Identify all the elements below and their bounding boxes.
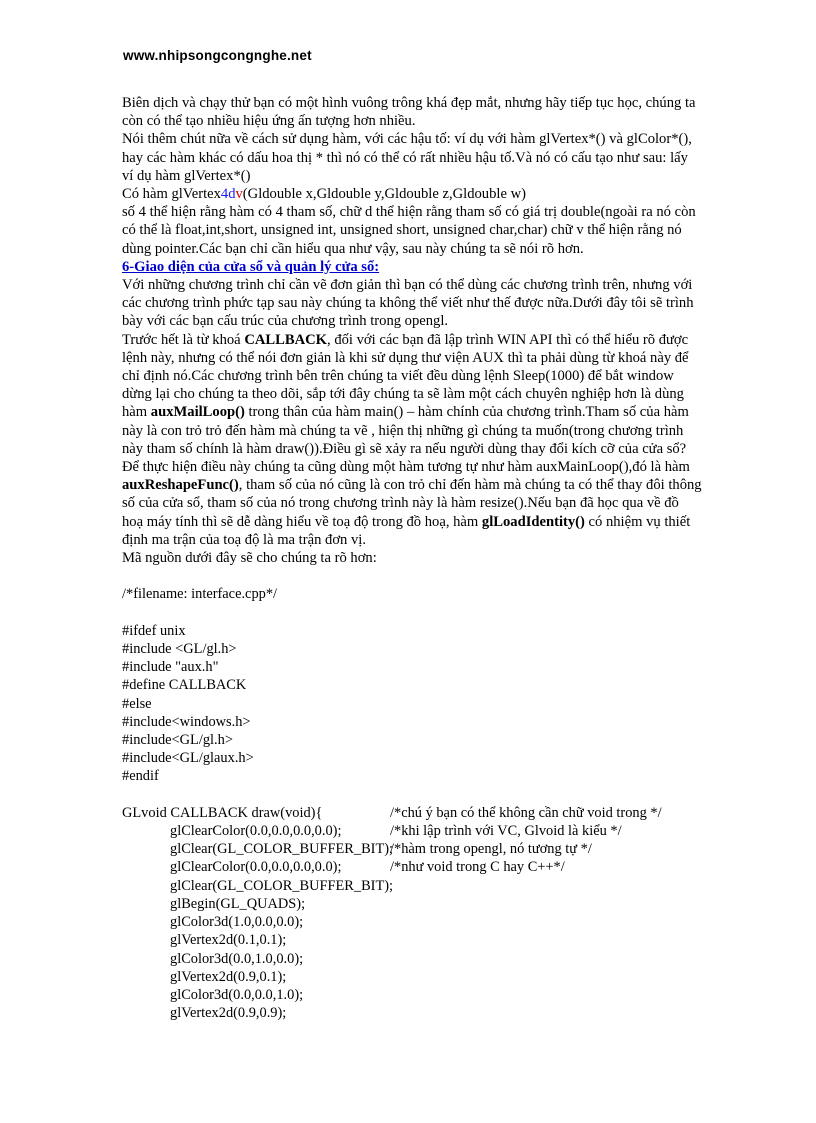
code-line-commented	[122, 858, 702, 876]
document-body	[122, 94, 702, 1022]
code-comment: /*khi lập trình với VC, Glvoid là kiểu */	[390, 823, 622, 840]
code-text: glClearColor(0.0,0.0,0.0,0.0);	[170, 823, 342, 840]
keyword-auxmailloop: auxMailLoop()	[150, 404, 245, 421]
intro-paragraph-2: Nói thêm chút nữa về cách sử dụng hàm, với các hậu tố: ví dụ với hàm glVertex*() và glColor*(), hay các hàm khác có dấu hoa thị * thì nó có thể có rất nhiều hậu tố.Và nó có cấu tạo như sau: lấy ví dụ hàm glVertex*()	[122, 131, 692, 184]
code-comment: /*như void trong C hay C++*/	[390, 859, 565, 876]
code-line-preprocessor: #include "aux.h"	[122, 659, 219, 676]
code-comment: /*hàm trong opengl, nó tương tự */	[390, 841, 592, 858]
code-line-preprocessor: #include <GL/gl.h>	[122, 641, 237, 658]
code-line-body: glVertex2d(0.9,0.9);	[170, 1005, 287, 1022]
intro-paragraph-1: Biên dịch và chạy thử bạn có một hình vuông trông khá đẹp mắt, nhưng hãy tiếp tục học, chúng ta còn có thể tạo nhiều hiệu ứng ấn tượng hơn nhiều.	[122, 95, 696, 130]
code-line-body: glBegin(GL_QUADS);	[170, 895, 306, 912]
code-comment: /*chú ý bạn có thể không cần chữ void trong */	[390, 804, 662, 821]
example-suffix-v: v	[235, 186, 243, 203]
code-filename-comment: /*filename: interface.cpp*/	[122, 586, 278, 603]
code-line-preprocessor: #include<GL/gl.h>	[122, 732, 233, 749]
keyword-callback: CALLBACK	[244, 331, 328, 348]
p2-text-3: trong thân của hàm main() – hàm chính của chương trình.Tham số của hàm này là con trỏ trỏ đến hàm mà chúng ta vẽ , hiện thị những gì chúng ta muốn(trong chương trình này tham số chính là hàm draw()).Điều gì sẽ xảy ra nếu người dùng thay đổi kích cỡ của cửa sổ? Để thực hiện điều này chúng ta cũng dùng một hàm tương tự như hàm auxMainLoop(),đó là hàm	[122, 404, 690, 476]
site-header: www.nhipsongcongnghe.net	[123, 48, 312, 63]
p2-text-5: có nhiệm vụ thiết định ma trận của toạ độ là ma trận đơn vị.	[122, 513, 691, 548]
code-line-body: glVertex2d(0.1,0.1);	[170, 932, 287, 949]
code-line-body: glColor3d(0.0,1.0,0.0);	[170, 950, 304, 967]
code-text: GLvoid CALLBACK draw(void){	[122, 804, 323, 821]
p2-text-2: , đối với các bạn đã lập trình WIN API thì có thể hiểu rõ được lệnh này, nhưng có thể nói đơn giản là khi sử dụng thư viện AUX thì ta phải dùng từ khoá này để chỉ định nó.Các chương trình bên trên chúng ta viết đều dùng lệnh Sleep(1000) để bắt window dừng lại cho chúng ta theo dõi, sắp tới đây chúng ta sẽ làm một cách chuyên nghiệp hơn là dùng hàm	[122, 331, 689, 421]
keyword-auxreshapefunc: auxReshapeFunc()	[122, 477, 239, 494]
example-suffix-4d: 4d	[220, 186, 236, 203]
code-line-preprocessor: #define CALLBACK	[122, 677, 247, 694]
code-line-preprocessor: #else	[122, 695, 152, 712]
code-line-commented	[122, 822, 702, 840]
section-paragraph-2	[122, 331, 702, 549]
suffix-explanation: số 4 thể hiện rằng hàm có 4 tham số, chữ d thể hiện rằng tham số có giá trị double(ngoài ra nó còn có thể là float,int,short, unsigned int, unsigned short, unsigned char,char) chữ v thể hiện rằng nó dùng pointer.Các bạn chỉ cần hiểu qua như vậy, sau này chúng ta sẽ nói rõ hơn.	[122, 204, 696, 257]
code-line-preprocessor: #include<windows.h>	[122, 713, 251, 730]
section-paragraph-3: Mã nguồn dưới đây sẽ cho chúng ta rõ hơn:	[122, 550, 377, 567]
spacer	[122, 604, 702, 622]
example-params: (Gldouble x,Gldouble y,Gldouble z,Gldouble w)	[242, 186, 526, 203]
example-prefix: Có hàm glVertex	[122, 186, 221, 203]
code-line-body: glColor3d(1.0,0.0,0.0);	[170, 914, 304, 931]
p2-text-1: Trước hết là từ khoá	[122, 331, 245, 348]
code-line-body: glClear(GL_COLOR_BUFFER_BIT);	[170, 877, 394, 894]
code-line-body: glVertex2d(0.9,0.1);	[170, 968, 287, 985]
code-line-commented	[122, 840, 702, 858]
section-paragraph-1: Với những chương trình chỉ cần vẽ đơn giản thì bạn có thể dùng các chương trình trên, nhưng với các chương trình phức tạp sau này chúng ta không thể viết như thế được nữa.Dưới đây tôi sẽ trình bày với các bạn cấu trúc của chương trình trong opengl.	[122, 277, 694, 330]
code-text: glClear(GL_COLOR_BUFFER_BIT);	[170, 841, 394, 858]
keyword-glloadidentity: glLoadIdentity()	[481, 513, 585, 530]
code-listing	[122, 585, 702, 1022]
section-heading[interactable]: 6-Giao diện của cửa sổ và quản lý cửa sổ:	[122, 258, 380, 275]
spacer	[122, 786, 702, 804]
spacer	[122, 567, 702, 585]
code-line-preprocessor: #endif	[122, 768, 159, 785]
code-line-preprocessor: #include<GL/glaux.h>	[122, 750, 254, 767]
code-line-preprocessor: #ifdef unix	[122, 622, 186, 639]
p2-text-4: , tham số của nó cũng là con trỏ chỉ đến hàm mà chúng ta có thể thay đôi thông số của cửa sổ, tham số của nó trong chương trình này là hàm resize().Nếu bạn đã học qua về đồ hoạ máy tính thì sẽ dễ dàng hiểu về toạ độ trong đồ hoạ, hàm	[122, 477, 702, 530]
code-line-body: glColor3d(0.0,0.0,1.0);	[170, 986, 304, 1003]
code-function-signature	[122, 804, 702, 822]
code-text: glClearColor(0.0,0.0,0.0,0.0);	[170, 859, 342, 876]
function-example	[122, 185, 702, 203]
